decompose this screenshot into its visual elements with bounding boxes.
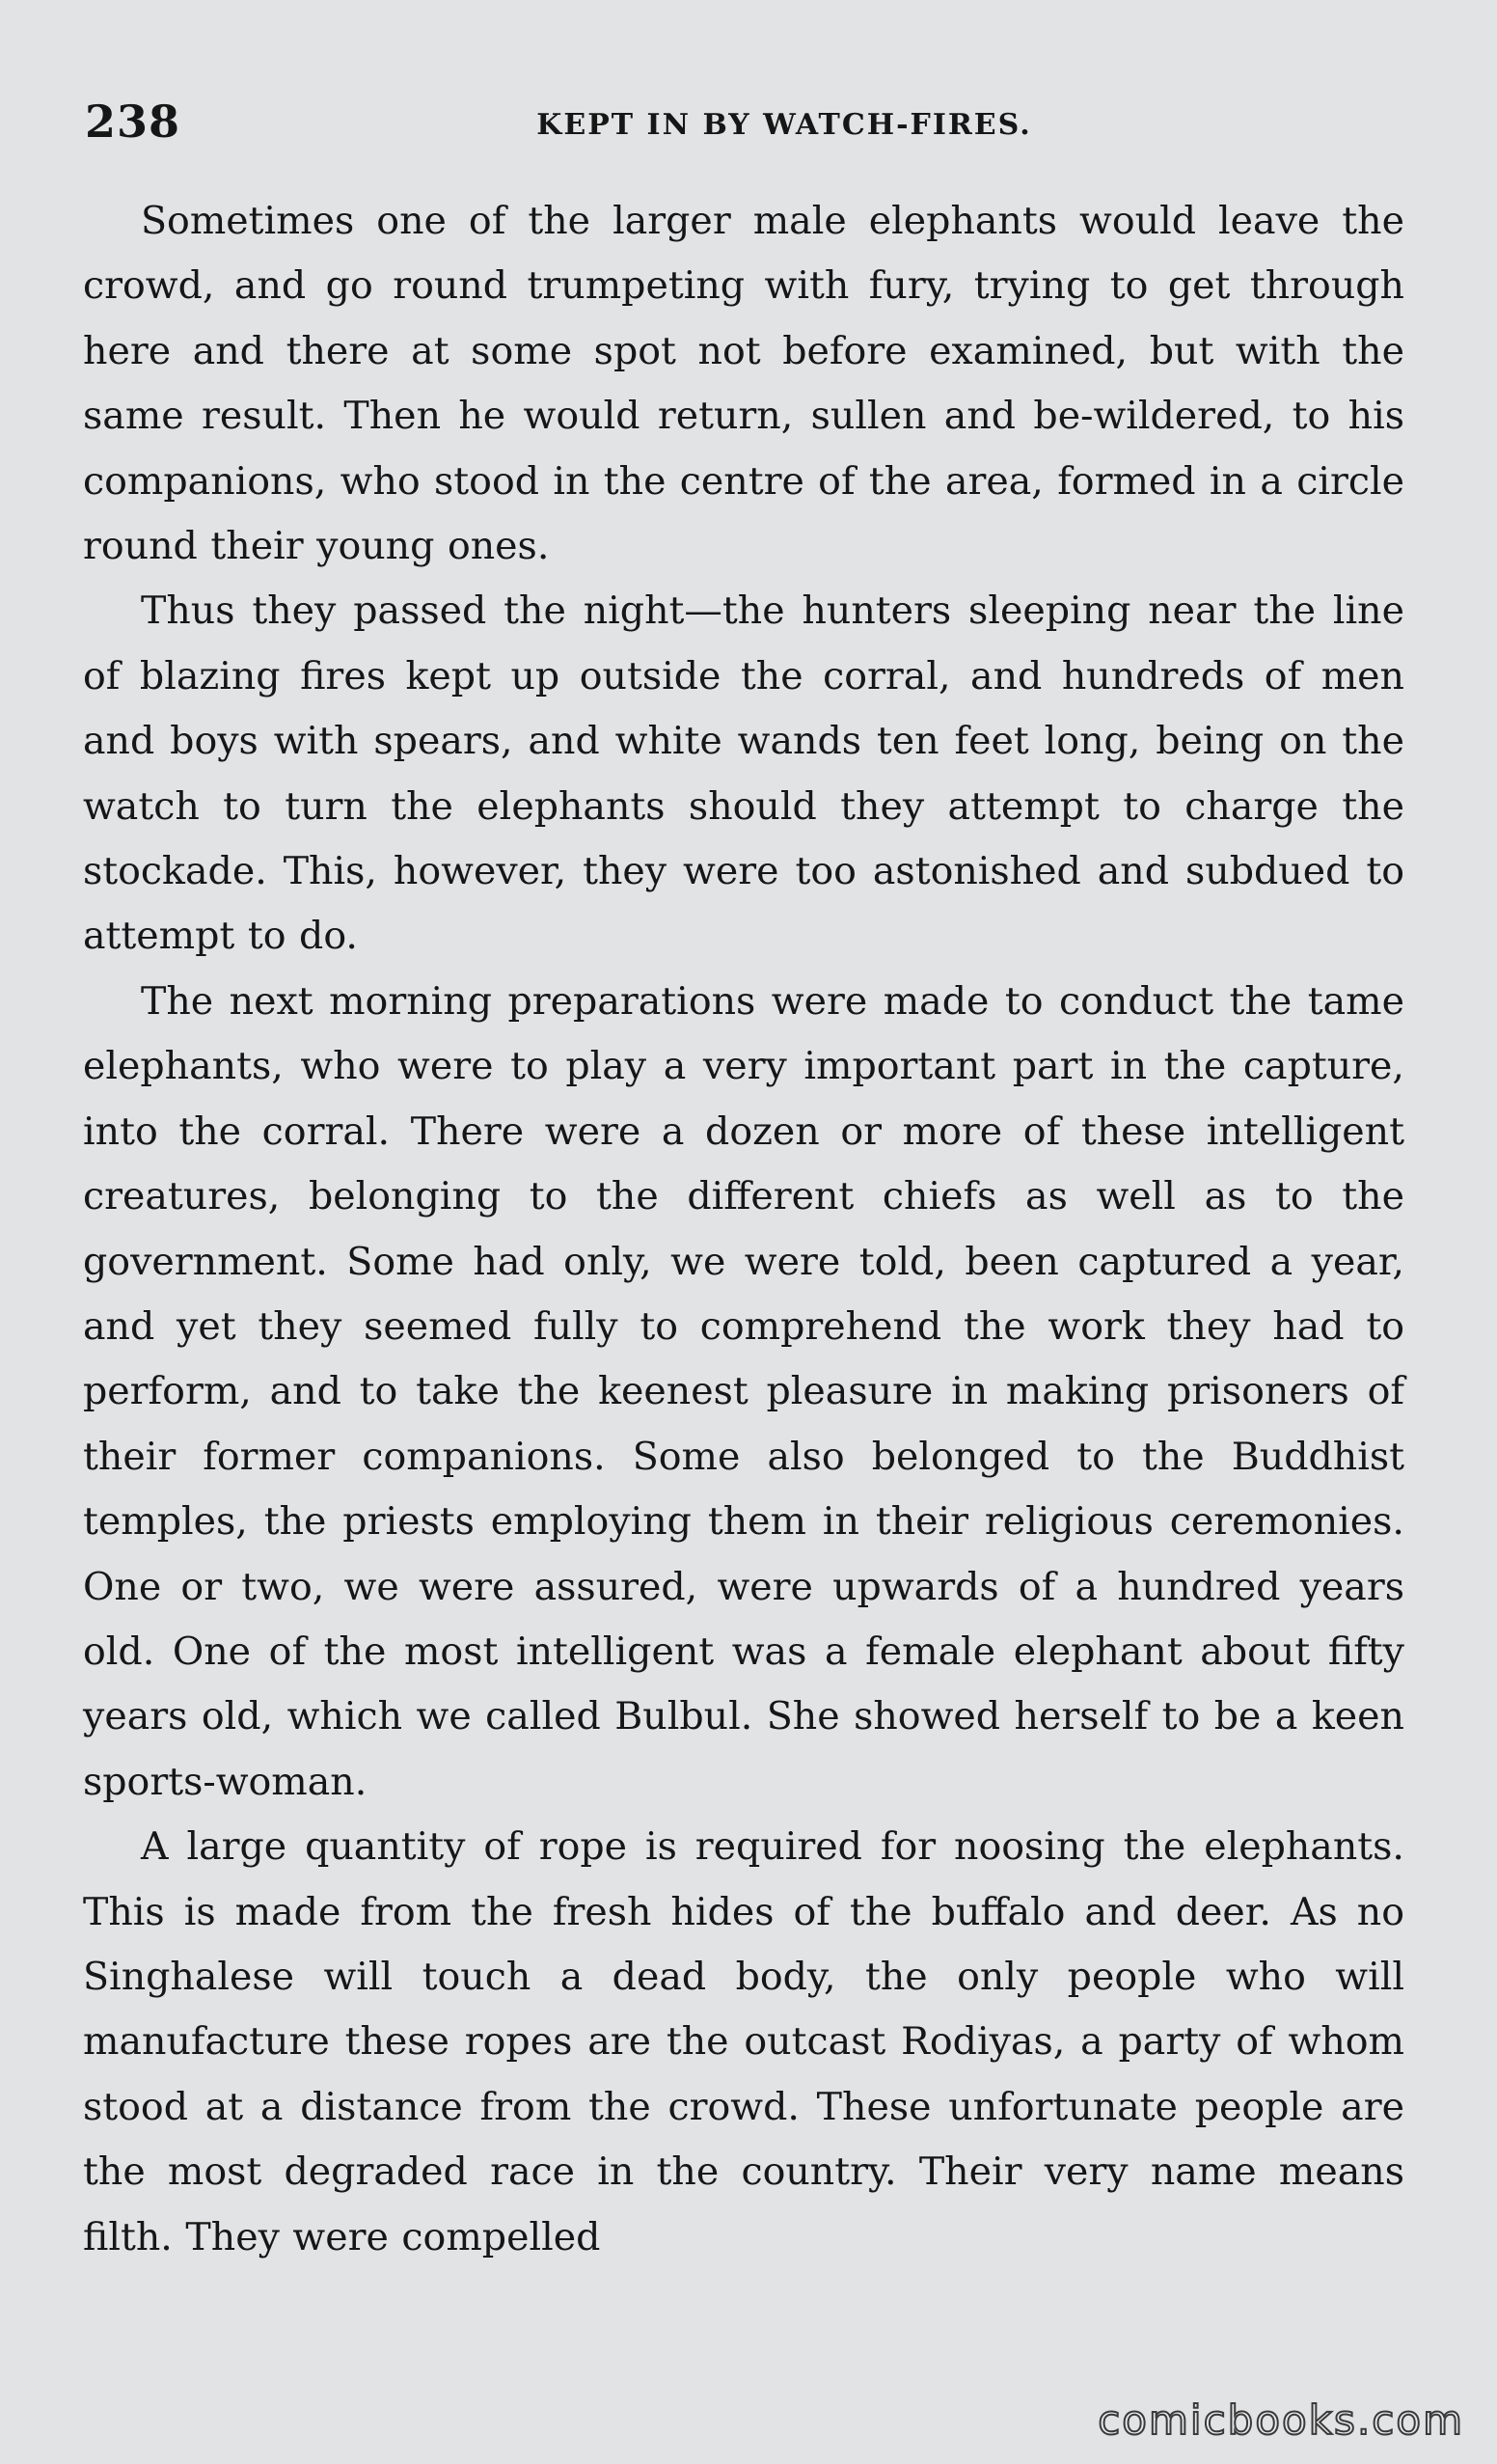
running-title: KEPT IN BY WATCH-FIRES. — [536, 108, 1032, 142]
paragraph: A large quantity of rope is required for noosing the elephants. This is made from the fresh hides of the buffalo and deer. As no Singhalese will touch a dead body, the only people who will manufacture these ropes are the outcast Rodiyas, a party of whom stood at a distance from the crowd. These unfortunate people are the most degraded race in the country. Their very name means filth. They were compelled — [83, 1824, 1404, 2259]
running-head — [85, 83, 1397, 160]
paragraph: Sometimes one of the larger male elephants would leave the crowd, and go round trumpeting with fury, trying to get through here and there at some spot not before examined, but with the same result. Then he would return, sullen and be-wildered, to his companions, who stood in the centre of the area, formed in a circle round their young ones. — [83, 199, 1404, 569]
watermark: comicbooks.com — [1098, 2396, 1464, 2444]
paragraph: Thus they passed the night—the hunters sleeping near the line of blazing fires kept up outside the corral, and hundreds of men and boys with spears, and white wands ten feet long, being on the watch to turn the elephants should they attempt to charge the stockade. This, however, they were too astonished and subdued to attempt to do. — [83, 589, 1404, 959]
body-text — [83, 189, 1404, 2270]
paragraph: The next morning preparations were made to conduct the tame elephants, who were to play a very important part in the capture, into the corral. There were a dozen or more of these intelligent creatures, belonging to the different chiefs as well as to the government. Some had only, we were told, been captured a year, and yet they seemed fully to comprehend the work they had to perform, and to take the keenest pleasure in making prisoners of their former companions. Some also belonged to the Buddhist temples, the priests employing them in their religious ceremonies. One or two, we were assured, were upwards of a hundred years old. One of the most intelligent was a female elephant about fifty years old, which we called Bulbul. She showed herself to be a keen sports-woman. — [83, 978, 1404, 1804]
page-number: 238 — [85, 96, 181, 148]
